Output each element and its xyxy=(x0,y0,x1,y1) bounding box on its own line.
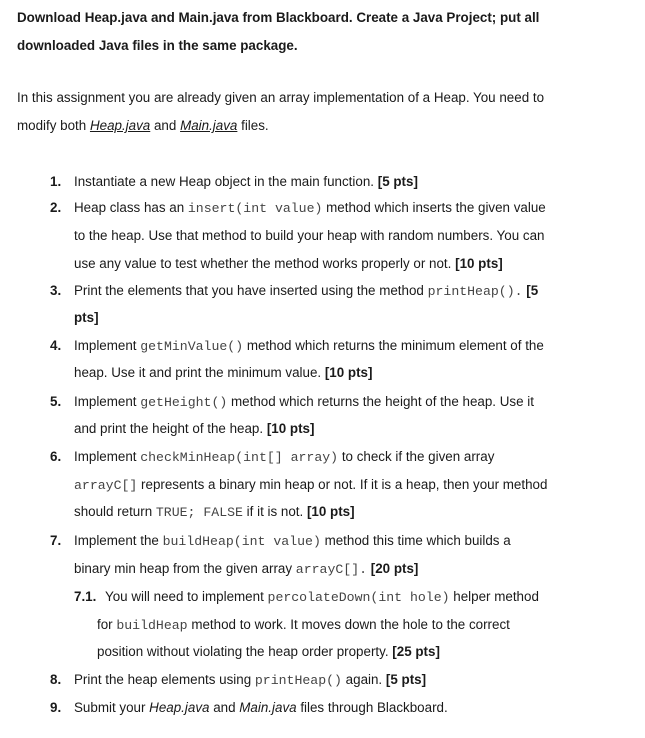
item-6-line-1 xyxy=(74,448,494,467)
text: Implement xyxy=(74,449,141,464)
points: [5 xyxy=(526,283,539,298)
item-4-line-2 xyxy=(74,364,372,382)
item-8 xyxy=(74,671,426,690)
points: [5 pts] xyxy=(377,174,418,189)
text: Heap class has an xyxy=(74,200,188,215)
text: method which inserts the given value xyxy=(322,200,546,215)
text: if it is not. xyxy=(242,504,304,519)
points: [10 pts] xyxy=(306,504,355,519)
code: arrayC[]. xyxy=(295,562,368,577)
code: percolateDown(int hole) xyxy=(267,590,450,605)
item-7-1-line-3 xyxy=(97,643,440,661)
text: Heap.java xyxy=(149,700,210,715)
text: Implement xyxy=(74,394,141,409)
text: You will need to implement xyxy=(105,589,268,604)
text: and xyxy=(209,700,240,715)
text: helper method xyxy=(449,589,539,604)
points: [10 pts] xyxy=(324,365,373,380)
points: [10 pts] xyxy=(266,421,315,436)
text: Submit your xyxy=(74,700,150,715)
text: and print the height of the heap. xyxy=(74,421,264,436)
text: method to work. It moves down the hole to the correct xyxy=(187,617,510,632)
item-7-line-2 xyxy=(74,560,418,579)
text: files. xyxy=(237,118,269,133)
item-6-line-2 xyxy=(74,476,547,495)
code: buildHeap xyxy=(116,618,188,633)
text: again. xyxy=(341,672,383,687)
text: represents a binary min heap or not. If it is a heap, then your method xyxy=(137,477,548,492)
item-2-line-2: to the heap. Use that method to build your heap with random numbers. You can xyxy=(74,228,545,243)
text: heap. Use it and print the minimum value. xyxy=(74,365,322,380)
assignment-line-2 xyxy=(17,117,269,135)
item-2-line-3 xyxy=(74,255,503,273)
text: files through Blackboard. xyxy=(296,700,448,715)
item-5-line-1 xyxy=(74,393,534,412)
points: [5 pts] xyxy=(385,672,427,687)
text: should return xyxy=(74,504,156,519)
item-7-1-line-2 xyxy=(97,616,510,635)
code: TRUE; FALSE xyxy=(155,505,243,520)
item-9 xyxy=(74,699,448,717)
text: and xyxy=(150,118,181,133)
text: Instantiate a new Heap object in the main function. xyxy=(74,174,374,189)
text: Print the heap elements using xyxy=(74,672,255,687)
item-4-line-1 xyxy=(74,337,544,356)
text: for xyxy=(97,617,117,632)
main-file-link: Main.java xyxy=(180,118,238,133)
code: getHeight() xyxy=(140,395,228,410)
item-5-line-2 xyxy=(74,420,314,438)
text: use any value to test whether the method works properly or not. xyxy=(74,256,452,271)
points: [10 pts] xyxy=(455,256,503,271)
item-number: 4. xyxy=(50,338,62,353)
item-number: 8. xyxy=(50,672,62,687)
item-2-line-1 xyxy=(74,199,546,218)
heap-file-link: Heap.java xyxy=(89,118,151,133)
assignment-line-1: In this assignment you are already given an array implementation of a Heap. You need to xyxy=(17,90,545,105)
text: binary min heap from the given array xyxy=(74,561,296,576)
item-3-line-2: pts] xyxy=(74,310,99,325)
code: getMinValue() xyxy=(140,339,244,354)
text: Implement the xyxy=(74,533,163,548)
text: Print the elements that you have inserted using the method xyxy=(74,283,428,298)
code: printHeap(). xyxy=(427,284,523,299)
text: position without violating the heap order property. xyxy=(97,644,389,659)
text: to check if the given array xyxy=(338,449,495,464)
item-7-1-line-1 xyxy=(105,588,539,607)
item-number: 3. xyxy=(50,283,62,298)
text: Implement xyxy=(74,338,141,353)
points: [25 pts] xyxy=(392,644,440,659)
code: checkMinHeap(int[] array) xyxy=(140,450,339,465)
code: arrayC[] xyxy=(74,478,138,493)
text: method which returns the minimum element of the xyxy=(243,338,544,353)
item-number: 1. xyxy=(50,174,62,189)
code: buildHeap(int value) xyxy=(162,534,321,549)
text: modify both xyxy=(17,118,90,133)
item-number: 9. xyxy=(50,700,62,715)
item-6-line-3 xyxy=(74,503,355,522)
item-number: 5. xyxy=(50,394,62,409)
item-1 xyxy=(74,173,418,191)
code: printHeap() xyxy=(254,673,342,688)
text: method which returns the height of the heap. Use it xyxy=(227,394,534,409)
item-number: 7.1. xyxy=(74,589,97,604)
item-number: 6. xyxy=(50,449,62,464)
item-7-line-1 xyxy=(74,532,511,551)
code: insert(int value) xyxy=(187,201,323,216)
item-number: 2. xyxy=(50,200,62,215)
item-number: 7. xyxy=(50,533,62,548)
points: [20 pts] xyxy=(370,561,419,576)
text: Main.java xyxy=(239,700,297,715)
item-3-line-1 xyxy=(74,282,538,301)
intro-line-1: Download Heap.java and Main.java from Blackboard. Create a Java Project; put all xyxy=(17,10,540,25)
text: method this time which builds a xyxy=(320,533,511,548)
intro-line-2: downloaded Java files in the same package. xyxy=(17,38,298,53)
